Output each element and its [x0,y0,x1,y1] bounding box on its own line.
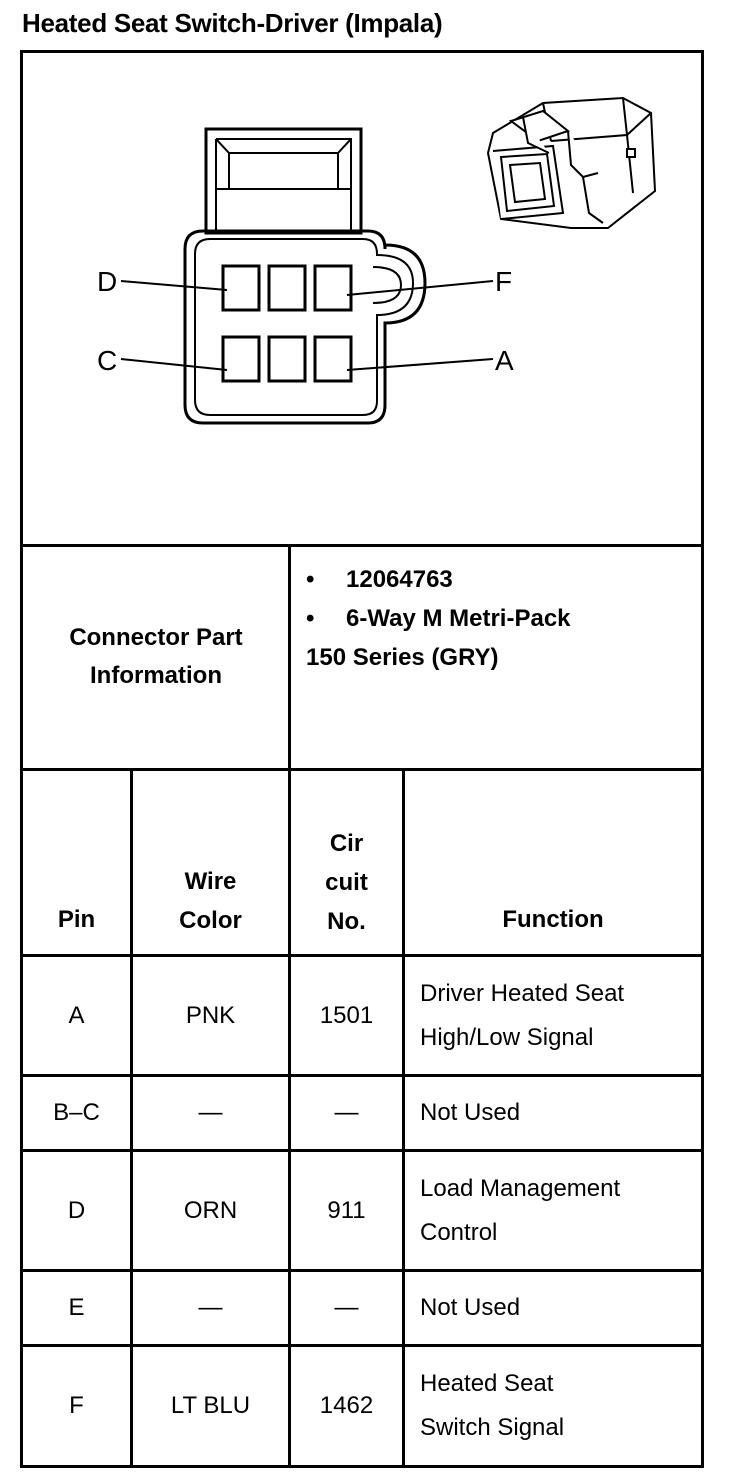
cell-color: — [198,1294,223,1321]
header-circuit-line2: cuit [325,869,368,896]
cell-function [420,957,700,1074]
header-wire-color [133,862,288,940]
cell-pin: A [68,1001,85,1029]
header-circuit-line3: No. [327,908,366,935]
header-circuit-line1: Cir [329,830,364,857]
cavity-c [223,337,259,381]
cell-color: ORN [183,1196,238,1224]
part-number: 12064763 [346,566,453,593]
cavity-a [315,337,351,381]
cell-function-line1: Not Used [420,1099,521,1126]
cell-circuit: 1501 [319,1001,374,1029]
cell-color: PNK [185,1001,236,1029]
cell-function-line1: Driver Heated Seat [420,979,625,1007]
connector-series: 150 Series (GRY) [306,644,499,671]
cell-function-line2: Control [420,1218,498,1246]
cavity-e [269,266,305,310]
connector-info-label-line2: Information [90,662,222,689]
bullet-icon: • [306,566,315,593]
cell-circuit: 911 [327,1196,366,1224]
cavity-d [223,266,259,310]
divider-info-bottom [20,768,704,771]
connector-lobe-inner [373,267,401,303]
header-wire-color-line1: Wire [184,868,237,895]
connector-3d-illustration [488,98,655,228]
connector-info-item [306,599,571,638]
cell-pin: E [68,1294,85,1321]
pin-label-c: C [97,345,118,376]
header-pin: Pin [57,906,96,933]
cell-function-line1: Load Management [420,1174,621,1202]
cell-circuit: 1462 [319,1392,374,1419]
cell-function-line2: Switch Signal [420,1414,565,1441]
cell-circuit: — [334,1099,359,1126]
pin-label-f: F [495,266,513,297]
page-title: Heated Seat Switch-Driver (Impala) [22,8,443,38]
cell-color: LT BLU [170,1392,251,1419]
cell-function [420,1152,700,1269]
cell-pin: D [67,1196,86,1224]
cell-circuit: — [334,1294,359,1321]
connector-type: 6-Way M Metri-Pack [346,605,571,632]
cell-function [420,1347,700,1465]
header-function: Function [502,906,604,933]
leader-c [121,359,227,370]
cell-function-line1: Not Used [420,1294,521,1321]
connector-body-outer [185,231,425,423]
cell-function-line1: Heated Seat [420,1370,554,1397]
leader-d [121,281,227,290]
connector-info-values [306,560,571,677]
leader-f [347,281,493,295]
connector-info-item [306,560,571,599]
leader-a [347,359,493,370]
header-circuit [291,824,402,941]
cavity-b [269,337,305,381]
connector-info-label [23,547,289,767]
connector-info-label-line1: Connector Part [69,624,243,651]
bullet-icon: • [306,605,315,632]
col-divider [402,768,405,1468]
pin-label-a: A [495,345,514,376]
pin-label-d: D [97,266,118,297]
cell-function [420,1077,700,1149]
cell-color: — [198,1099,223,1126]
connector-diagram [23,53,701,544]
cell-pin: B–C [53,1099,100,1126]
cell-pin: F [69,1392,84,1419]
cavity-f [315,266,351,310]
cell-function [420,1272,700,1344]
cell-function-line2: High/Low Signal [420,1023,594,1051]
header-wire-color-line2: Color [179,907,242,934]
